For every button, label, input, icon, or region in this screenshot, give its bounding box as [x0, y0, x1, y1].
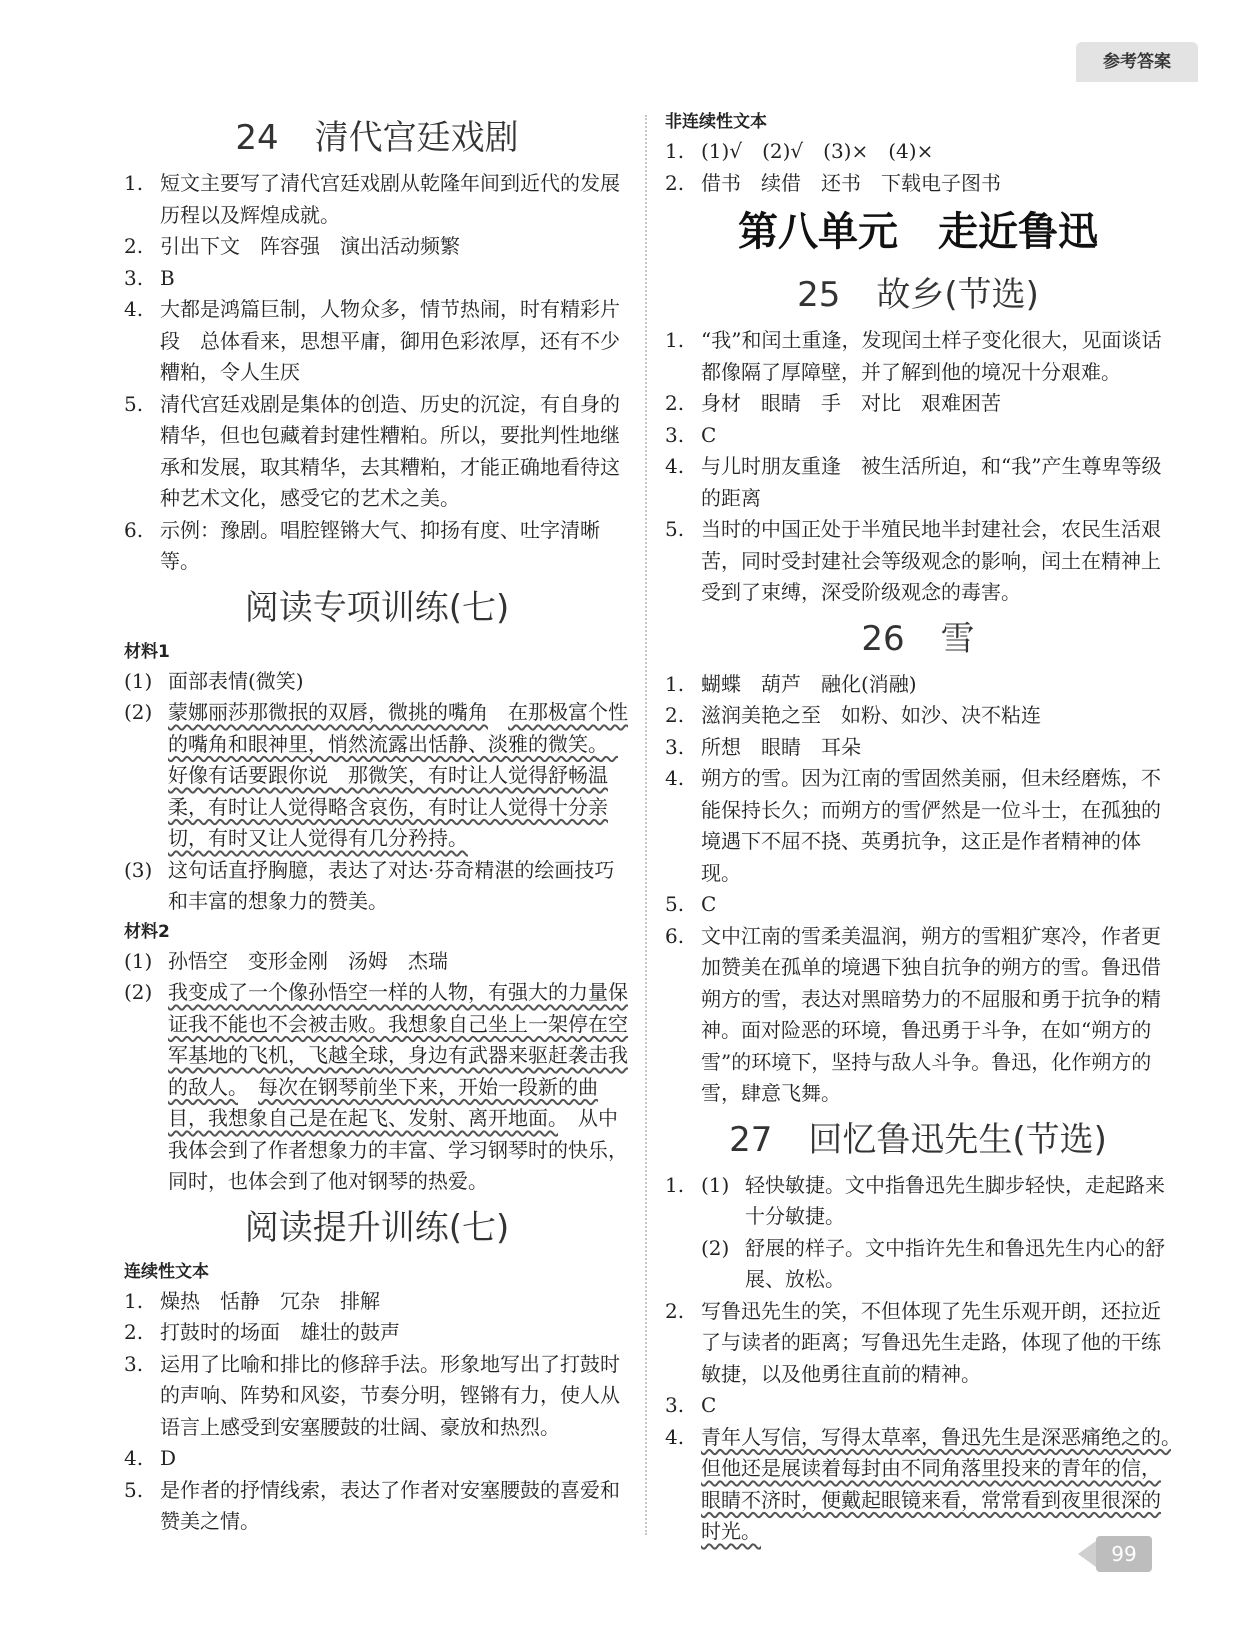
list-item [124, 1475, 630, 1538]
item-number: (2) [124, 980, 153, 1004]
item-number: 4. [124, 297, 144, 321]
continuous-text-label: 连续性文本 [124, 1261, 209, 1282]
item-number: 1. [124, 1288, 144, 1313]
item-number: 2. [124, 234, 144, 258]
item-text: 借书 续借 还书 下载电子图书 [701, 170, 1001, 195]
item-text: 短文主要写了清代宫廷戏剧从乾隆年间到近代的发展历程以及辉煌成就。 [160, 171, 620, 227]
list-item [665, 325, 1171, 388]
underlined-text: 在那极富个性的嘴角和眼神里，悄然流露出恬静、淡雅的微笑。 [168, 700, 628, 756]
section-title-text: 清代宫廷戏剧 [314, 118, 519, 158]
section-title-text: 回忆鲁迅先生(节选) [808, 1119, 1107, 1160]
material-2-label: 材料2 [124, 921, 170, 942]
list-item [665, 451, 1171, 514]
section-number: 25 [797, 275, 841, 315]
item-number: 3. [665, 422, 685, 447]
list-item [665, 420, 1171, 452]
list-item [124, 666, 630, 698]
item-number: (1) [124, 948, 153, 973]
section-title-text: 雪 [940, 618, 975, 659]
item-number: 5. [665, 892, 685, 916]
left-column [124, 108, 630, 1538]
list-item [124, 294, 630, 389]
item-number: 3. [665, 734, 685, 759]
unit-8-title: 第八单元 走近鲁迅 [738, 209, 1098, 255]
section-title-text: 故乡(节选) [876, 275, 1039, 315]
list-item [665, 1296, 1171, 1391]
item-text: 朔方的雪。因为江南的雪固然美丽，但未经磨炼，不能保持长久；而朔方的雪俨然是一位斗士，在孤独的境遇下不屈不挠、英勇抗争，这正是作者精神的体现。 [701, 766, 1161, 885]
page-number-badge: 99 [1096, 1536, 1152, 1572]
list-item [665, 889, 1171, 921]
item-text: 引出下文 阵容强 演出活动频繁 [160, 234, 460, 258]
item-text: 打鼓时的场面 雄壮的鼓声 [160, 1320, 400, 1344]
reading-training-7-title: 阅读专项训练(七) [244, 587, 510, 628]
section-27-title [665, 1110, 1171, 1170]
item-number: 6. [124, 517, 144, 542]
item-text: “我”和闰土重逢，发现闰土样子变化很大，见面谈话都像隔了厚障壁，并了解到他的境况十分艰难。 [701, 328, 1162, 384]
item-text: 这句话直抒胸臆，表达了对达·芬奇精湛的绘画技巧和丰富的想象力的赞美。 [168, 857, 615, 913]
item-text: C [701, 1393, 717, 1417]
item-text: 燥热 恬静 冗杂 排解 [160, 1288, 380, 1313]
item-text: (1)√ (2)√ (3)× (4)× [701, 139, 934, 163]
item-text [168, 977, 630, 1198]
list-item [124, 231, 630, 263]
list-item [665, 1390, 1171, 1422]
underlined-text: 但他还是展读着每封由不同角落里投来的青年的信，眼睛不济时，便戴起眼镜来看，常常看到夜里很深的时光。 [701, 1456, 1161, 1543]
list-item [124, 1286, 630, 1318]
reading-improve-7-title: 阅读提升训练(七) [244, 1207, 510, 1248]
item-number: 3. [124, 265, 144, 290]
item-text: 滋润美艳之至 如粉、如沙、决不粘连 [701, 703, 1041, 727]
underlined-text: 每次在钢琴前坐下来，开始一段新的曲目，我想象自己是在起飞、发射、离开地面。 [168, 1074, 598, 1130]
item-number: 2. [124, 1320, 144, 1344]
item-number: 1. [665, 1172, 685, 1197]
section-number: 24 [235, 118, 279, 158]
item-text: C [701, 422, 717, 447]
underlined-text: 我变成了一个像孙悟空一样的人物，有强大的力量保证我不能也不会被击败。我想象自己坐上一架停在空军基地的飞机，飞越全球，身边有武器来驱赶袭击我的敌人。 [168, 980, 628, 1099]
item-text: 文中江南的雪柔美温润，朔方的雪粗犷寒冷，作者更加赞美在孤单的境遇下独自抗争的朔方的雪。鲁迅借朔方的雪，表达对黑暗势力的不屈服和勇于抗争的精神。面对险恶的环境，鲁迅勇于斗争，在如“朔方的雪”的环境下，坚持与敌人斗争。鲁迅，化作朔方的雪，肆意飞舞。 [701, 923, 1161, 1105]
list-item [124, 1317, 630, 1349]
item-text [168, 697, 630, 855]
item-text: 与儿时朋友重逢 被生活所迫，和“我”产生尊卑等级的距离 [701, 454, 1162, 510]
item-text: 当时的中国正处于半殖民地半封建社会，农民生活艰苦，同时受封建社会等级观念的影响，闰土在精神上受到了束缚，深受阶级观念的毒害。 [701, 517, 1161, 604]
list-item [665, 514, 1171, 609]
list-item [665, 763, 1171, 889]
item-number: (2) [124, 700, 153, 724]
item-text: 蝴蝶 葫芦 融化(消融) [701, 671, 917, 696]
item-text: 示例：豫剧。唱腔铿锵大气、抑扬有度、吐字清晰等。 [160, 517, 600, 573]
item-text: 孙悟空 变形金刚 汤姆 杰瑞 [168, 948, 448, 973]
text-separator [238, 1075, 258, 1099]
item-text [701, 1422, 1171, 1548]
item-text: C [701, 892, 717, 916]
sub-item-number: (2) [701, 1235, 730, 1260]
item-text: 大都是鸿篇巨制，人物众多，情节热闹，时有精彩片段 总体看来，思想平庸，御用色彩浓厚，还有不少糟粕，令人生厌 [160, 297, 620, 384]
material-1-label: 材料1 [124, 641, 170, 662]
section-25-title [665, 265, 1171, 325]
sub-item-number: (1) [701, 1172, 730, 1197]
list-item [665, 1422, 1171, 1548]
item-text [701, 1170, 1171, 1233]
item-number: 3. [665, 1393, 685, 1417]
item-number: 3. [124, 1351, 144, 1376]
plain-text: 从中我体会到了作者想象力的丰富、学习钢琴时的快乐，同时，也体会到了他对钢琴的热爱。 [168, 1106, 628, 1193]
item-number: 1. [665, 139, 685, 163]
item-number: 2. [665, 170, 685, 195]
section-26-title [665, 609, 1171, 669]
item-number: 4. [665, 766, 685, 790]
item-number: 4. [124, 1446, 144, 1470]
item-text: 清代宫廷戏剧是集体的创造、历史的沉淀，有自身的精华，但也包藏着封建性糟粕。所以，要批判性地继承和发展，取其精华，去其糟粕，才能正确地看待这种艺术文化，感受它的艺术之美。 [160, 391, 620, 510]
list-item [124, 515, 630, 578]
section-number: 27 [729, 1119, 773, 1160]
item-text: 是作者的抒情线索，表达了作者对安塞腰鼓的喜爱和赞美之情。 [160, 1477, 620, 1533]
list-item [124, 697, 630, 855]
item-number: 2. [665, 391, 685, 415]
item-text: 运用了比喻和排比的修辞手法。形象地写出了打鼓时的声响、阵势和风姿，节奏分明，铿锵有力，使人从语言上感受到安塞腰鼓的壮阔、豪放和热烈。 [160, 1351, 620, 1439]
item-number: 6. [665, 923, 685, 948]
list-item [124, 946, 630, 978]
sub-item-text: 舒展的样子。文中指许先生和鲁迅先生内心的舒展、放松。 [745, 1235, 1165, 1291]
item-text: D [160, 1446, 177, 1470]
item-number: 4. [665, 1424, 685, 1449]
list-item [124, 977, 630, 1198]
item-number: 2. [665, 1298, 685, 1323]
non-continuous-text-label: 非连续性文本 [665, 112, 767, 132]
item-number: (3) [124, 857, 153, 882]
item-number: 4. [665, 454, 685, 478]
list-item [665, 1233, 1171, 1296]
list-item [665, 669, 1171, 701]
section-number: 26 [861, 618, 905, 659]
text-separator [1171, 1425, 1191, 1449]
header-tab-answers: 参考答案 [1076, 42, 1198, 82]
list-item [124, 1443, 630, 1475]
list-item [665, 388, 1171, 420]
underlined-text: 蒙娜丽莎那微抿的双唇，微挑的嘴角 [168, 700, 488, 724]
list-item [665, 1170, 1171, 1233]
item-number: (1) [124, 668, 153, 693]
underlined-text: 好像有话要跟你说 那微笑，有时让人觉得舒畅温柔，有时让人觉得略含哀伤，有时让人觉得十分亲切，有时又让人觉得有几分矜持。 [168, 731, 618, 850]
item-number: 5. [665, 517, 685, 541]
item-text: 所想 眼睛 耳朵 [701, 734, 861, 759]
item-number: 5. [124, 391, 144, 416]
item-number: 2. [665, 703, 685, 727]
list-item [124, 389, 630, 515]
list-item [124, 855, 630, 918]
item-text: 身材 眼睛 手 对比 艰难困苦 [701, 391, 1001, 415]
item-text: 面部表情(微笑) [168, 668, 304, 693]
item-number: 1. [665, 328, 685, 352]
list-item [665, 732, 1171, 764]
item-text: B [160, 265, 175, 290]
item-text: 写鲁迅先生的笑，不但体现了先生乐观开朗，还拉近了与读者的距离；写鲁迅先生走路，体现了他的干练敏捷，以及他勇往直前的精神。 [701, 1298, 1161, 1386]
item-number: 5. [124, 1477, 144, 1502]
right-column [665, 108, 1171, 1548]
list-item [665, 168, 1171, 200]
list-item [665, 921, 1171, 1110]
list-item [665, 700, 1171, 732]
item-number: 1. [665, 671, 685, 696]
column-divider [645, 115, 647, 1535]
list-item [665, 136, 1171, 168]
underlined-text: 青年人写信，写得太草率，鲁迅先生是深恶痛绝之的。 [701, 1424, 1171, 1449]
list-item [124, 1349, 630, 1444]
list-item [124, 263, 630, 295]
sub-item-text: 轻快敏捷。文中指鲁迅先生脚步轻快，走起路来十分敏捷。 [745, 1172, 1165, 1228]
item-number: 1. [124, 171, 144, 195]
list-item [124, 168, 630, 231]
text-separator [488, 700, 508, 724]
section-24-title [124, 108, 630, 168]
